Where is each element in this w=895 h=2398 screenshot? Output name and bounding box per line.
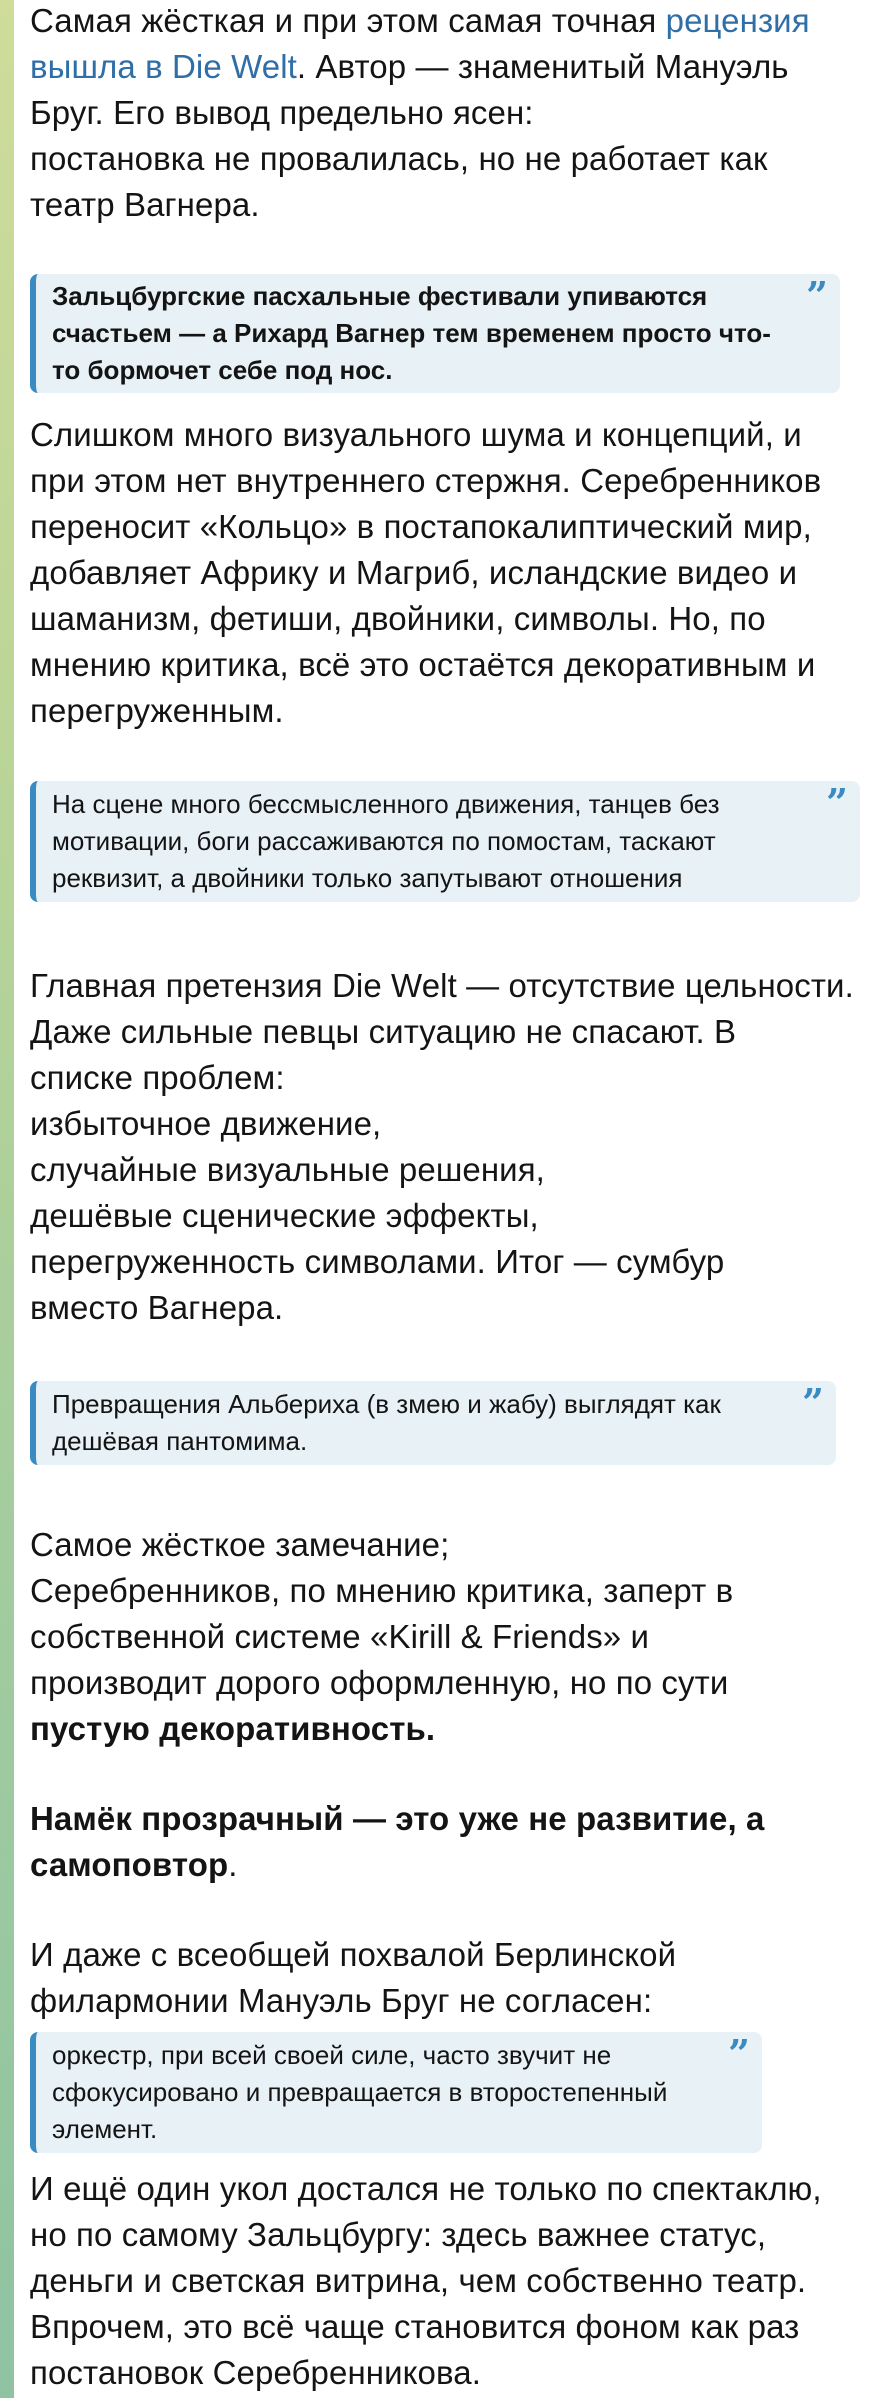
intro-line-4: постановка не провалилась, но не работает как <box>30 140 768 177</box>
text-line: дешёвые сценические эффекты, <box>30 1197 539 1234</box>
paragraph-harshest-remark <box>30 1522 733 1752</box>
text-line: производит дорого оформленную, но по сути <box>30 1664 729 1701</box>
intro-line-3: Бруг. Его вывод предельно ясен: <box>30 94 534 131</box>
quote-line: то бормочет себе под нос. <box>52 355 393 385</box>
text-line: перегруженным. <box>30 692 284 729</box>
text-line-bold: Намёк прозрачный — это уже не развитие, а <box>30 1800 765 1837</box>
text-line: Главная претензия Die Welt — отсутствие цельности. <box>30 967 854 1004</box>
quote-line: оркестр, при всей своей силе, часто звучит не <box>52 2040 612 2070</box>
quote-line: На сцене много бессмысленного движения, танцев без <box>52 789 720 819</box>
text-line: самоповтор. <box>30 1846 238 1883</box>
intro-text: Самая жёсткая и при этом самая точная <box>30 2 666 39</box>
text-line: собственной системе «Kirill & Friends» и <box>30 1618 650 1655</box>
quote-line: Превращения Альбериха (в змею и жабу) выглядят как <box>52 1389 721 1419</box>
text-line: добавляет Африку и Магриб, исландские видео и <box>30 554 798 591</box>
text-line: Самое жёсткое замечание; <box>30 1526 450 1563</box>
quote-mark-icon: ” <box>806 273 828 318</box>
quote-mark-icon: ” <box>802 1380 824 1425</box>
text-line: постановок Серебренникова. <box>30 2354 481 2391</box>
text-line-bold: пустую декоративность. <box>30 1710 436 1747</box>
text-line: Даже сильные певцы ситуацию не спасают. В <box>30 1013 737 1050</box>
quote-mark-icon: ” <box>728 2031 750 2076</box>
paragraph-hint <box>30 1796 764 1888</box>
intro-line-5: театр Вагнера. <box>30 186 260 223</box>
text-line: шаманизм, фетиши, двойники, символы. Но, по <box>30 600 766 637</box>
text-line: Впрочем, это всё чаще становится фоном как раз <box>30 2308 800 2345</box>
review-link-continued[interactable]: вышла в Die Welt <box>30 48 297 85</box>
text-line: списке проблем: <box>30 1059 285 1096</box>
text-line: случайные визуальные решения, <box>30 1151 545 1188</box>
message-bubble <box>14 0 895 2398</box>
quote-line: реквизит, а двойники только запутывают отношения <box>52 863 683 893</box>
quote-line: счастьем — а Рихард Вагнер тем временем просто что- <box>52 318 771 348</box>
text-line: И даже с всеобщей похвалой Берлинской <box>30 1936 677 1973</box>
quote-line: мотивации, боги рассаживаются по помостам, таскают <box>52 826 716 856</box>
text-line: И ещё один укол достался не только по спектаклю, <box>30 2170 822 2207</box>
intro-text-2: . Автор — знаменитый Мануэль <box>296 48 789 85</box>
text-line: избыточное движение, <box>30 1105 382 1142</box>
quote-line: сфокусировано и превращается в второстепенный <box>52 2077 668 2107</box>
text-line: вместо Вагнера. <box>30 1289 284 1326</box>
quote-mark-icon: ” <box>826 780 848 825</box>
quote-line: Зальцбургские пасхальные фестивали упиваются <box>52 281 708 311</box>
quote-line: дешёвая пантомима. <box>52 1426 308 1456</box>
text-line: но по самому Зальцбургу: здесь важнее статус, <box>30 2216 767 2253</box>
review-link[interactable]: рецензия <box>665 2 810 39</box>
paragraph-main-claim <box>30 963 854 1331</box>
blockquote-1 <box>30 274 840 393</box>
paragraph-critique <box>30 412 821 734</box>
blockquote-2 <box>30 781 860 902</box>
paragraph-intro <box>30 0 810 228</box>
blockquote-4 <box>30 2032 762 2153</box>
paragraph-salzburg <box>30 2166 822 2396</box>
quote-line: элемент. <box>52 2114 158 2144</box>
blockquote-3 <box>30 1381 836 1465</box>
text-line: Слишком много визуального шума и концепций, и <box>30 416 802 453</box>
text-line: Серебренников, по мнению критика, заперт в <box>30 1572 734 1609</box>
text-line: мнению критика, всё это остаётся декоративным и <box>30 646 816 683</box>
text-line: деньги и светская витрина, чем собственно театр. <box>30 2262 807 2299</box>
text-line: при этом нет внутреннего стержня. Серебренников <box>30 462 822 499</box>
paragraph-orchestra <box>30 1932 676 2024</box>
text-line: перегруженность символами. Итог — сумбур <box>30 1243 725 1280</box>
text-line: переносит «Кольцо» в постапокалиптический мир, <box>30 508 812 545</box>
text-line: филармонии Мануэль Бруг не согласен: <box>30 1982 653 2019</box>
